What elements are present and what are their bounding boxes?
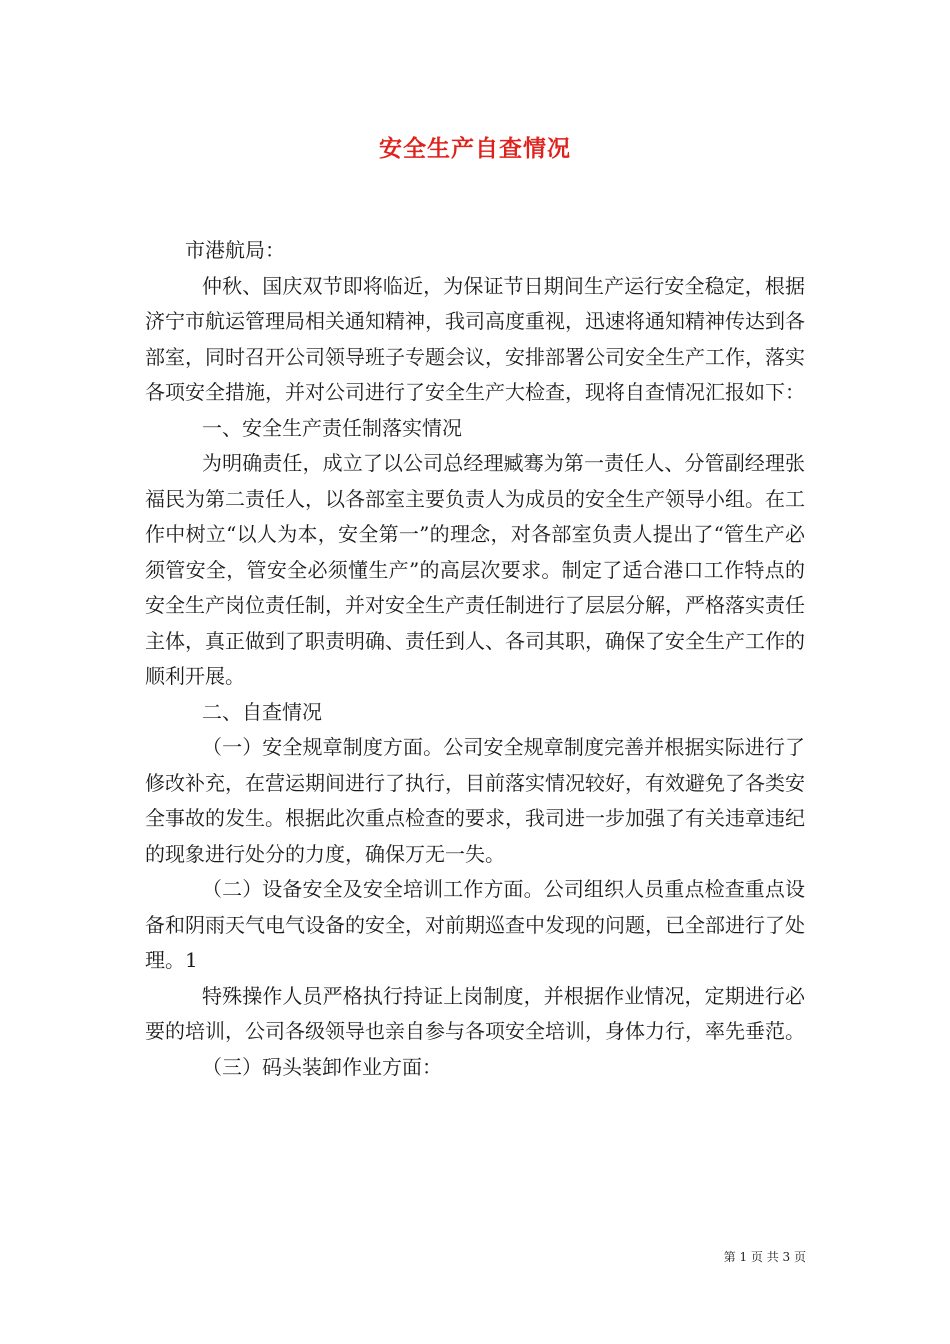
page-number: 第 1 页 共 3 页 — [723, 1250, 806, 1264]
document-body — [145, 233, 805, 1085]
paragraph-training: 特殊操作人员严格执行持证上岗制度，并根据作业情况，定期进行必要的培训，公司各级领导也亲自参与各项安全培训，身体力行，率先垂范。 — [145, 983, 805, 1043]
paragraph-intro: 仲秋、国庆双节即将临近，为保证节日期间生产运行安全稳定，根据济宁市航运管理局相关通知精神，我司高度重视，迅速将通知精神传达到各部室，同时召开公司领导班子专题会议，安排部署公司安全生产工作，落实各项安全措施，并对公司进行了安全生产大检查，现将自查情况汇报如下： — [145, 273, 805, 404]
section-heading-2: 二、自查情况 — [202, 699, 322, 724]
paragraph-rules: （一）安全规章制度方面。公司安全规章制度完善并根据实际进行了修改补充，在营运期间进行了执行，目前落实情况较好，有效避免了各类安全事故的发生。根据此次重点检查的要求，我司进一步加强了有关违章违纪的现象进行处分的力度，确保万无一失。 — [145, 735, 805, 866]
paragraph-responsibility: 为明确责任，成立了以公司总经理臧骞为第一责任人、分管副经理张福民为第二责任人，以各部室主要负责人为成员的安全生产领导小组。在工作中树立“以人为本，安全第一”的理念，对各部室负责人提出了“管生产必须管安全，管安全必须懂生产”的高层次要求。制定了适合港口工作特点的安全生产岗位责任制，并对安全生产责任制进行了层层分解，严格落实责任主体，真正做到了职责明确、责任到人、各司其职，确保了安全生产工作的顺利开展。 — [145, 451, 805, 688]
paragraph-equipment: （二）设备安全及安全培训工作方面。公司组织人员重点检查重点设备和阴雨天气电气设备的安全，对前期巡查中发现的问题，已全部进行了处理。1 — [145, 877, 805, 972]
paragraph-dock: （三）码头装卸作业方面： — [202, 1054, 442, 1079]
salutation: 市港航局： — [185, 238, 285, 262]
page-title: 安全生产自查情况 — [379, 135, 571, 162]
section-heading-1: 一、安全生产责任制落实情况 — [202, 415, 462, 440]
